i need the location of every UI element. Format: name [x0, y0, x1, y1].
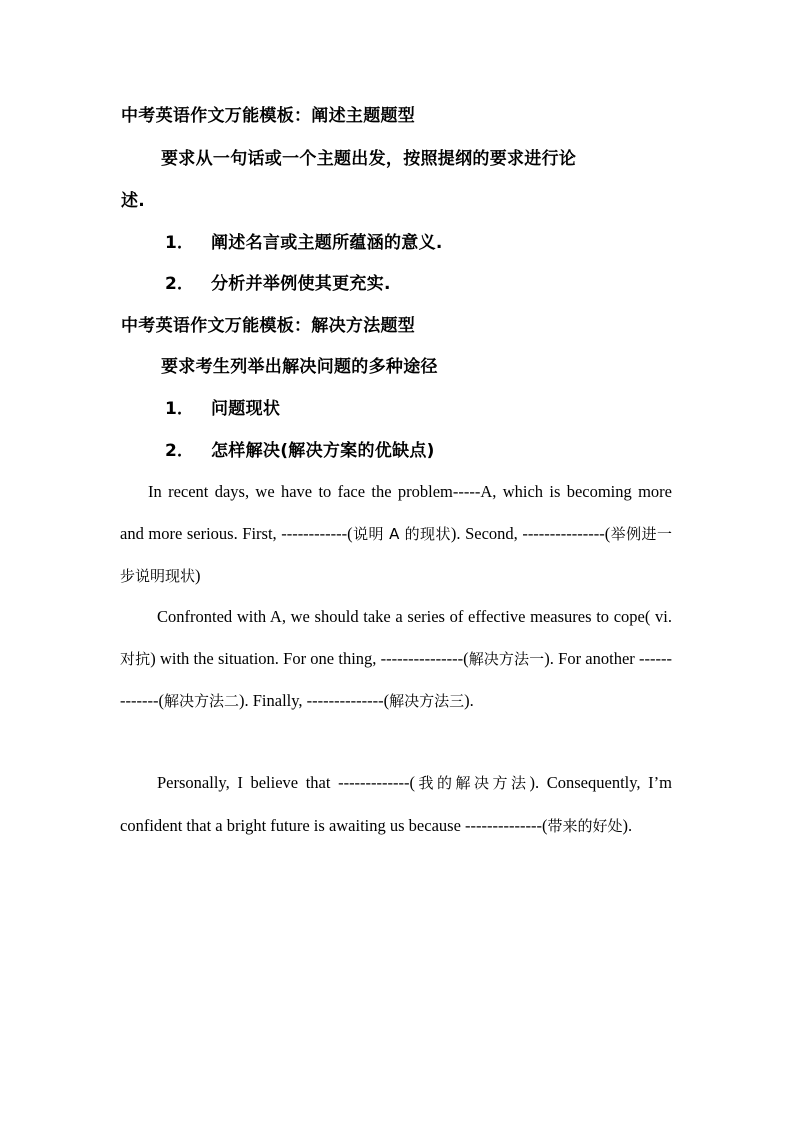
section-1-title: 中考英语作文万能模板：阐述主题题型: [121, 106, 416, 126]
paragraph-text-segment: Personally, I believe that -------------(: [157, 773, 416, 792]
paragraph-chinese-note: 解决方法一: [468, 649, 545, 668]
section-1-item-2-text: 分析并举例使其更充实.: [211, 274, 391, 294]
paragraph-text-segment: ) with the situation. For one thing, ---------------(: [150, 648, 469, 668]
paragraph-chinese-note: 解决方法二: [163, 692, 239, 711]
paragraph-chinese-note: 带来的好处: [547, 816, 623, 835]
paragraph-text-segment: ).: [464, 691, 474, 711]
paragraph-text-segment: ). Consequently, I’m confident that a bright future is awaiting us because --------------(: [120, 773, 672, 835]
section-2-title: 中考英语作文万能模板：解决方法题型: [121, 316, 416, 336]
template-paragraph-3: [120, 762, 672, 847]
paragraph-text-segment: ). Second, ---------------(: [450, 523, 611, 543]
paragraph-chinese-note: 举例进一步说明现状: [120, 524, 672, 586]
paragraph-chinese-note: 对抗: [120, 649, 151, 668]
paragraph-text-segment: ): [195, 566, 201, 586]
section-2-item-1-number: 1．: [165, 399, 194, 419]
paragraph-chinese-note: 说明 A 的现状: [352, 524, 451, 543]
section-2-item-2-number: 2．: [165, 441, 194, 461]
template-paragraph-2: [120, 596, 672, 723]
section-2-requirement: 要求考生列举出解决问题的多种途径: [161, 357, 438, 377]
template-paragraph-1: [120, 471, 672, 598]
section-1-item-1-text: 阐述名言或主题所蕴涵的意义.: [211, 233, 443, 253]
paragraph-text-segment: ).: [622, 815, 633, 835]
paragraph-chinese-note: 我的解决方法: [415, 774, 530, 792]
section-1-item-1-number: 1．: [165, 233, 194, 253]
section-1-requirement-line-1: 要求从一句话或一个主题出发，按照提纲的要求进行论: [161, 149, 577, 169]
paragraph-text-segment: ). Finally, --------------(: [238, 691, 390, 711]
section-2-item-2-text: 怎样解决(解决方案的优缺点): [211, 441, 435, 461]
paragraph-text-segment: In recent days, we have to face the problem-----A, which is becoming more and more serious. First, ------------(: [120, 482, 672, 543]
section-2-item-1-text: 问题现状: [211, 399, 281, 419]
section-1-item-2-number: 2．: [165, 274, 194, 294]
paragraph-text-segment: Confronted with A, we should take a series of effective measures to cope( vi.: [157, 607, 672, 626]
section-1-requirement-line-2: 述.: [121, 191, 146, 211]
paragraph-chinese-note: 解决方法三: [389, 692, 465, 711]
paragraph-text-segment: ). For another -------------(: [120, 648, 672, 711]
